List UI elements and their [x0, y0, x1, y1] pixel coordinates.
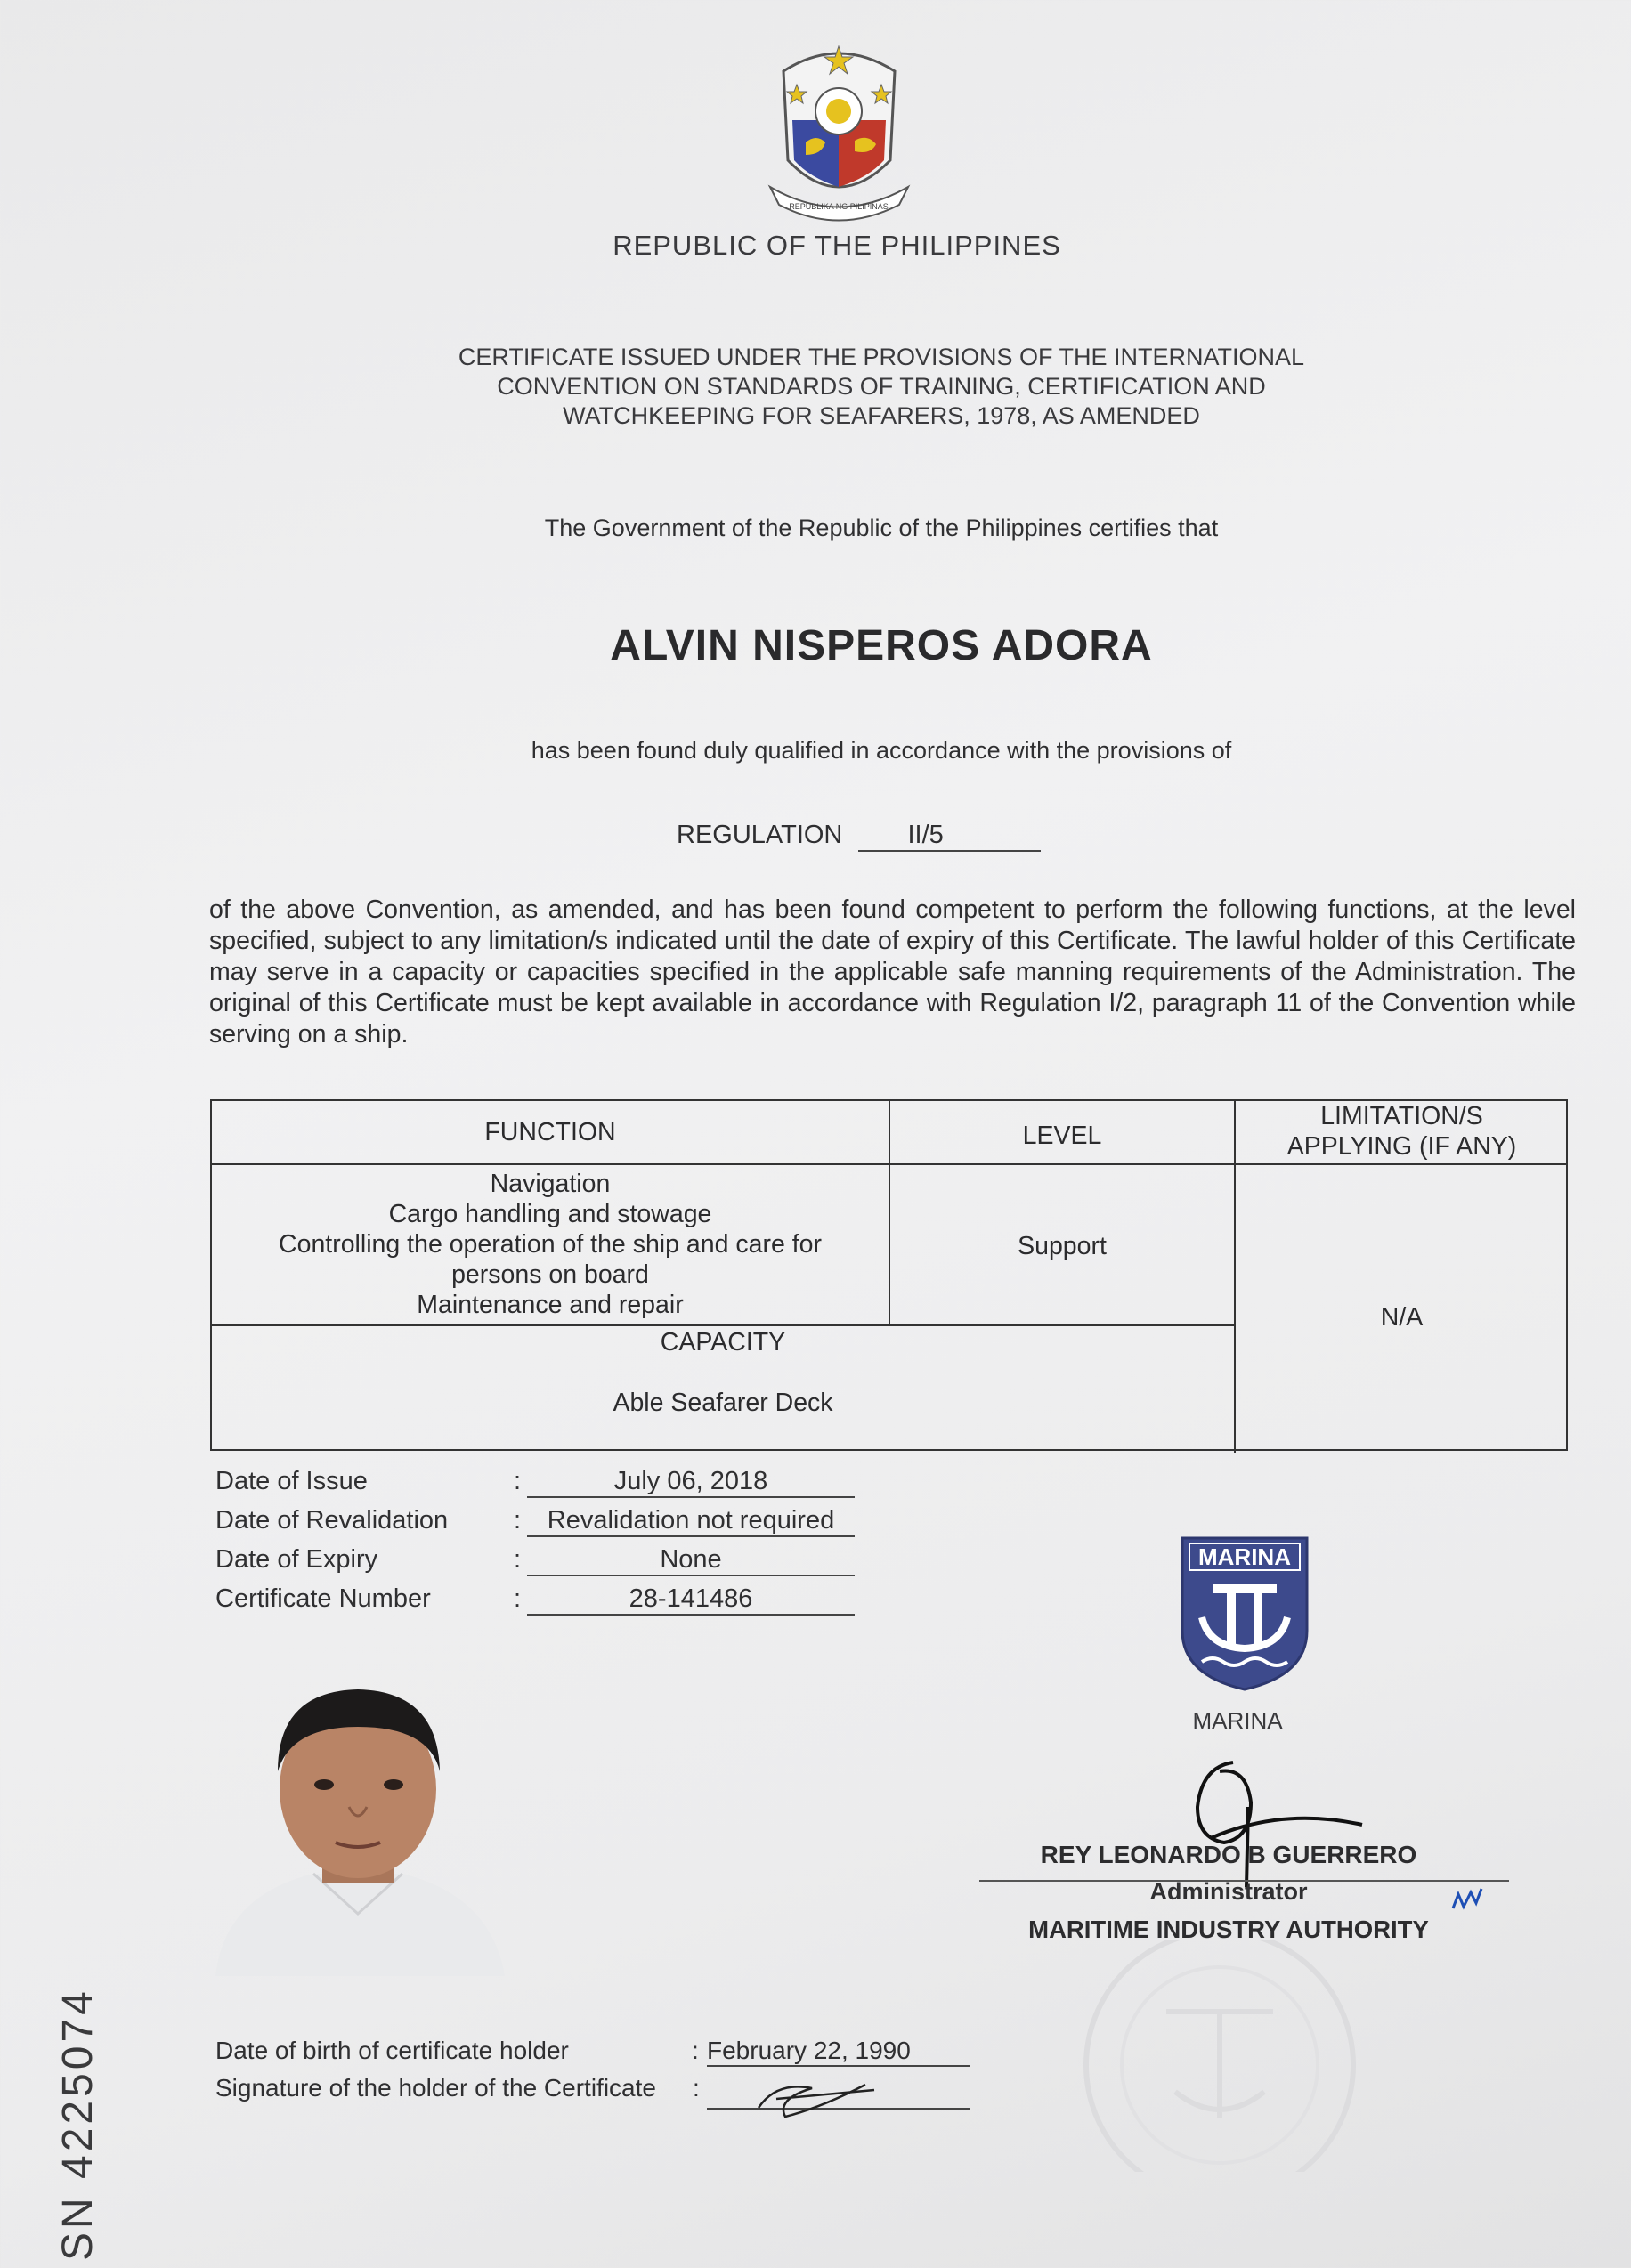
detail-label: Certificate Number	[215, 1584, 431, 1613]
header-limitations-line: LIMITATION/S	[1320, 1102, 1483, 1130]
detail-colon: :	[514, 1467, 522, 1495]
certificate-heading	[267, 343, 1496, 431]
table-divider	[212, 1163, 1568, 1165]
serial-number: SN 4225074	[54, 1988, 101, 2261]
regulation-line	[677, 821, 1041, 852]
coat-of-arms-seal	[757, 36, 921, 231]
level-value: Support	[1018, 1232, 1107, 1260]
detail-label: Date of Expiry	[215, 1545, 378, 1574]
table-divider	[212, 1324, 1234, 1326]
detail-row	[215, 1584, 892, 1624]
detail-colon: :	[514, 1506, 522, 1535]
header-function: FUNCTION	[484, 1118, 616, 1146]
official-title: Administrator	[1149, 1878, 1308, 1905]
certifies-text: The Government of the Republic of the Philippines certifies that	[544, 514, 1219, 541]
marina-logo	[1177, 1533, 1312, 1693]
header-level: LEVEL	[1022, 1122, 1102, 1150]
header-limitations-line: APPLYING (IF ANY)	[1286, 1132, 1517, 1161]
regulation-value: II/5	[858, 821, 1041, 852]
initial-mark	[1449, 1885, 1485, 1914]
detail-row	[215, 1545, 892, 1584]
functions-list	[212, 1169, 889, 1320]
holder-signature-colon: :	[693, 2074, 700, 2102]
heading-line: WATCHKEEPING FOR SEAFARERS, 1978, AS AMENDED	[563, 402, 1200, 429]
qualified-text: has been found duly qualified in accordance with the provisions of	[531, 737, 1232, 764]
function-item: Maintenance and repair	[417, 1291, 684, 1319]
embossed-dry-seal	[1033, 1940, 1407, 2172]
country-title: REPUBLIC OF THE PHILIPPINES	[613, 230, 1061, 261]
holder-signature-label: Signature of the holder of the Certificate	[215, 2074, 656, 2102]
header-limitations	[1236, 1101, 1568, 1162]
birth-label: Date of birth of certificate holder	[215, 2037, 569, 2064]
capacity-value: Able Seafarer Deck	[613, 1389, 833, 1417]
function-table	[210, 1099, 1568, 1451]
heading-line: CONVENTION ON STANDARDS OF TRAINING, CERTIFICATION AND	[497, 373, 1266, 400]
holder-photo	[207, 1673, 509, 1976]
marina-caption: MARINA	[1192, 1707, 1283, 1734]
detail-value: Revalidation not required	[527, 1506, 855, 1537]
function-item: Cargo handling and stowage	[388, 1200, 712, 1228]
capacity-label: CAPACITY	[660, 1328, 786, 1357]
birth-value: February 22, 1990	[707, 2037, 970, 2067]
function-item: Controlling the operation of the ship and care for	[279, 1230, 822, 1259]
regulation-label: REGULATION	[677, 821, 843, 849]
holder-signature	[750, 2072, 883, 2126]
holder-name: ALVIN NISPEROS ADORA	[610, 622, 1153, 669]
competence-paragraph: of the above Convention, as amended, and has been found competent to perform the following functions, at the level specified, subject to any limitation/s indicated until the date of expiry of this Certificate. The lawful holder of this Certificate may serve in a capacity or capacities specified in the applicable safe manning requirements of the Administration. The original of this Certificate must be kept available in accordance with Regulation I/2, paragraph 11 of the Convention while serving on a ship.	[209, 895, 1576, 1049]
detail-label: Date of Issue	[215, 1467, 368, 1495]
detail-value: July 06, 2018	[527, 1467, 855, 1498]
official-name: REY LEONARDO B GUERRERO	[1040, 1841, 1417, 1868]
function-item: Navigation	[490, 1170, 611, 1198]
detail-value: None	[527, 1545, 855, 1576]
detail-row	[215, 1467, 892, 1506]
detail-row	[215, 1506, 892, 1545]
marina-logo-text: MARINA	[1198, 1543, 1291, 1570]
official-organization: MARITIME INDUSTRY AUTHORITY	[1028, 1916, 1429, 1943]
birth-colon: :	[692, 2037, 699, 2064]
detail-label: Date of Revalidation	[215, 1506, 449, 1535]
function-item: persons on board	[451, 1260, 649, 1289]
seal-motto-text: REPUBLIKA NG PILIPINAS	[789, 202, 889, 211]
detail-colon: :	[514, 1545, 522, 1574]
heading-line: CERTIFICATE ISSUED UNDER THE PROVISIONS OF THE INTERNATIONAL	[458, 344, 1305, 370]
administrator-signature	[1148, 1754, 1433, 1896]
detail-value: 28-141486	[527, 1584, 855, 1616]
limitations-value: N/A	[1380, 1303, 1424, 1332]
detail-colon: :	[514, 1584, 522, 1613]
